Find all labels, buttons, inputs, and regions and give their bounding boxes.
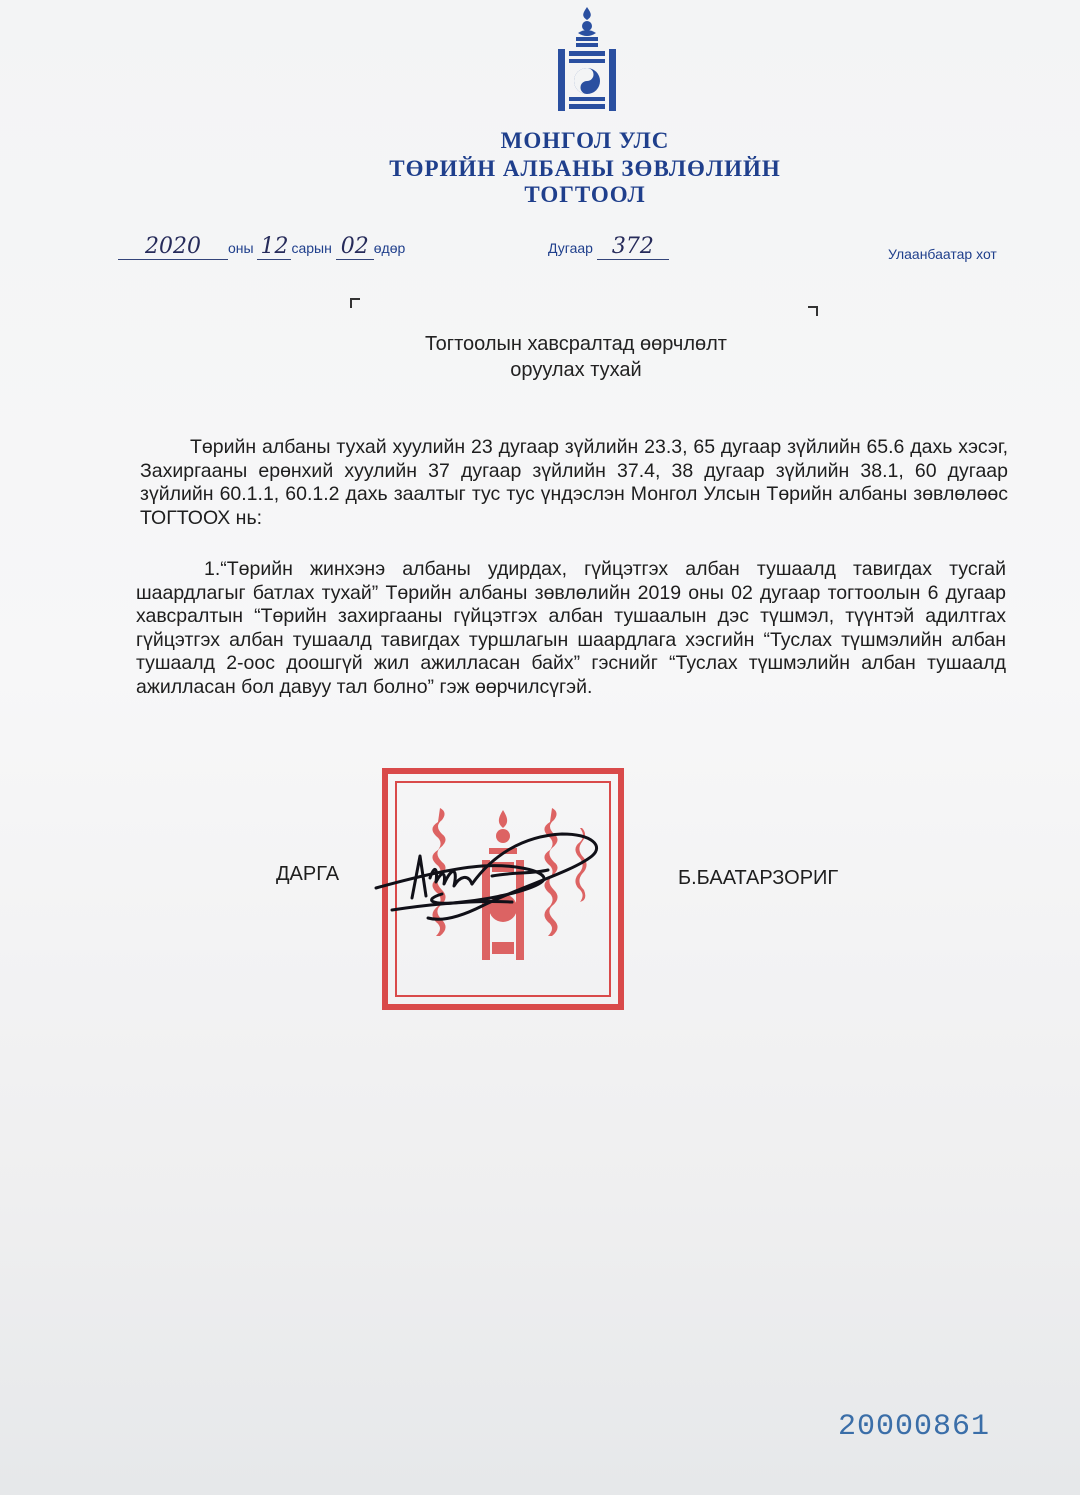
document-number: 372 xyxy=(611,234,654,259)
document-type-title: ТОГТООЛ xyxy=(524,182,646,207)
date-day-suffix: өдөр xyxy=(373,240,406,256)
date-year: 2020 xyxy=(145,234,201,259)
subject-corner-right xyxy=(808,306,818,316)
subject-line-2: оруулах тухай xyxy=(510,359,642,381)
country-title: МОНГОЛ УЛС xyxy=(500,128,670,153)
date-line xyxy=(118,234,405,260)
registration-number: 20000861 xyxy=(838,1410,991,1444)
signatory-name: Б.БААТАРЗОРИГ xyxy=(678,867,839,889)
date-day: 02 xyxy=(340,234,369,259)
city-label: Улаанбаатар хот xyxy=(888,246,997,262)
document-number-line xyxy=(548,234,669,260)
body-paragraph-2: 1.“Төрийн жинхэнэ албаны удирдах, гүйцэтгэх албан тушаалд тавигдах тусгай шаардлагыг батлах тухай” Төрийн албаны зөвлөлийн 2019 оны 02 дугаар тогтоолын 6 дугаар хавсралтын “Төрийн захиргааны гүйцэтгэх албан тушаалын дэс түшмэл, түүнтэй адилтгах гүйцэтгэх албан тушаалд тавигдах туршлагын шаардлага хэсгийн “Туслах түшмэлийн албан тушаалд 2-оос доошгүй жил ажилласан байх” гэснийг “Туслах түшмэлийн албан тушаалд ажилласан бол давуу тал болно” гэж өөрчилсүгэй. xyxy=(136,558,1006,698)
body-paragraph-1: Төрийн албаны тухай хуулийн 23 дугаар зүйлийн 23.3, 65 дугаар зүйлийн 65.6 дахь хэсэг, Захиргааны ерөнхий хуулийн 37 дугаар зүйлийн 37.4, 38 дугаар зүйлийн 38.1, 60 дугаар зүйлийн 60.1.1, 60.1.2 дахь заалтыг тус тус үндэслэн Монгол Улсын Төрийн албаны зөвлөлөөс ТОГТООХ нь: xyxy=(140,436,1008,529)
subject-line-1: Тогтоолын хавсралтад өөрчлөлт xyxy=(425,333,727,355)
date-month-suffix: сарын xyxy=(291,240,332,256)
document-number-label: Дугаар xyxy=(548,240,593,256)
signatory-title: ДАРГА xyxy=(276,863,340,885)
date-month: 12 xyxy=(260,234,289,259)
state-emblem-icon xyxy=(552,5,622,113)
subject-corner-left xyxy=(350,298,360,308)
council-title: ТӨРИЙН АЛБАНЫ ЗӨВЛӨЛИЙН xyxy=(389,156,781,181)
date-year-suffix: оны xyxy=(228,240,254,256)
handwritten-signature-icon xyxy=(372,826,612,926)
